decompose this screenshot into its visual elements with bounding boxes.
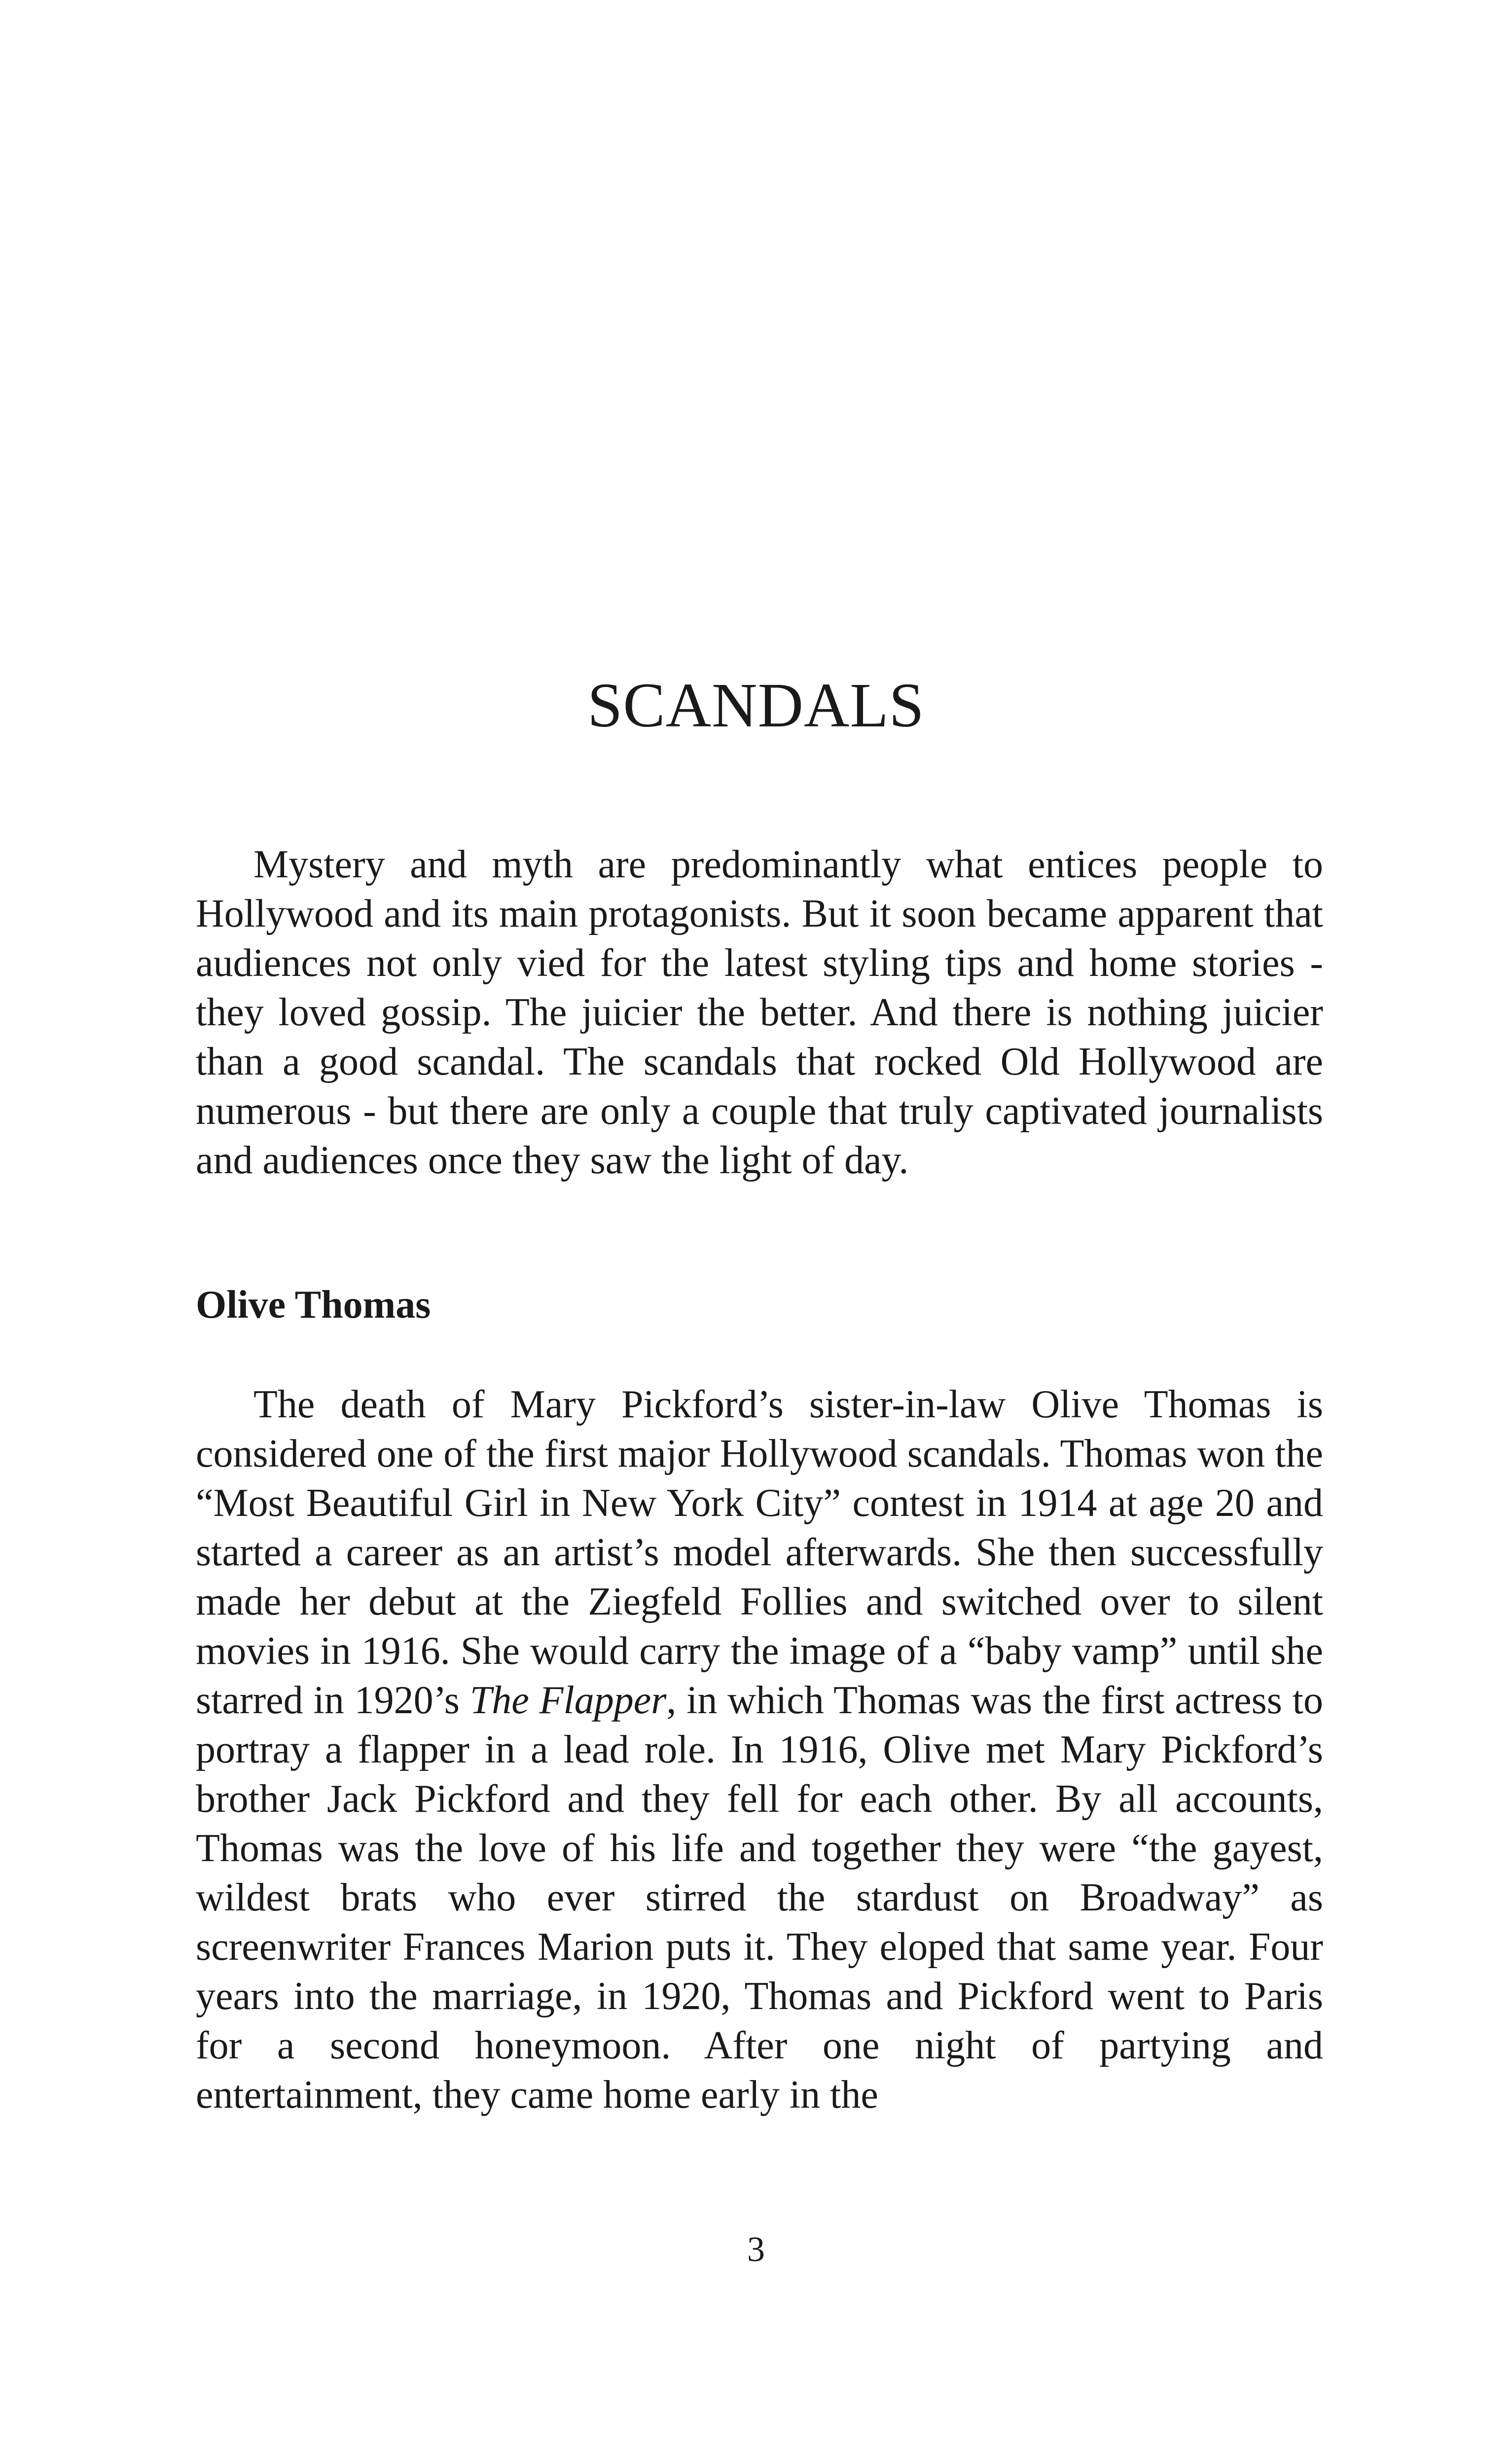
section-heading: Olive Thomas xyxy=(196,1283,431,1327)
intro-paragraph: Mystery and myth are predominantly what entices people to Hollywood and its main protagonists. But it soon became apparent that audiences not only vied for the latest styling tips and home stories - they loved gossip. The juicier the better. And there is nothing juicier than a good scandal. The scandals that rocked Old Hollywood are numerous - but there are only a couple that truly captivated journalists and audiences once they saw the light of day. xyxy=(196,843,1323,1182)
chapter-title: SCANDALS xyxy=(587,670,925,740)
page-number: 3 xyxy=(747,2229,765,2269)
film-title: The Flapper xyxy=(469,1679,667,1722)
paragraph-text-part-1: The death of Mary Pickford’s sister-in-law Olive Thomas is considered one of the first major Hollywood scandals. Thomas won the “Most Beautiful Girl in New York City” contest in 1914 at age 20 and started a career as an artist’s model afterwards. She then successfully made her debut at the Ziegfeld Follies and switched over to silent movies in 1916. She would carry the image of a “baby vamp” until she starred in 1920’s xyxy=(196,1383,1323,1722)
paragraph-text-part-2: , in which Thomas was the first actress to portray a flapper in a lead role. In 1916, Olive met Mary Pickford’s brother Jack Pickford and they fell for each other. By all accounts, Thomas was the love of his life and together they were “the gayest, wildest brats who ever stirred the stardust on Broadway” as screenwriter Frances Marion puts it. They eloped that same year. Four years into the marriage, in 1920, Thomas and Pickford went to Paris for a second honeymoon. After one night of partying and entertainment, they came home early in the xyxy=(196,1679,1323,2117)
section-paragraph xyxy=(196,1380,1323,2120)
